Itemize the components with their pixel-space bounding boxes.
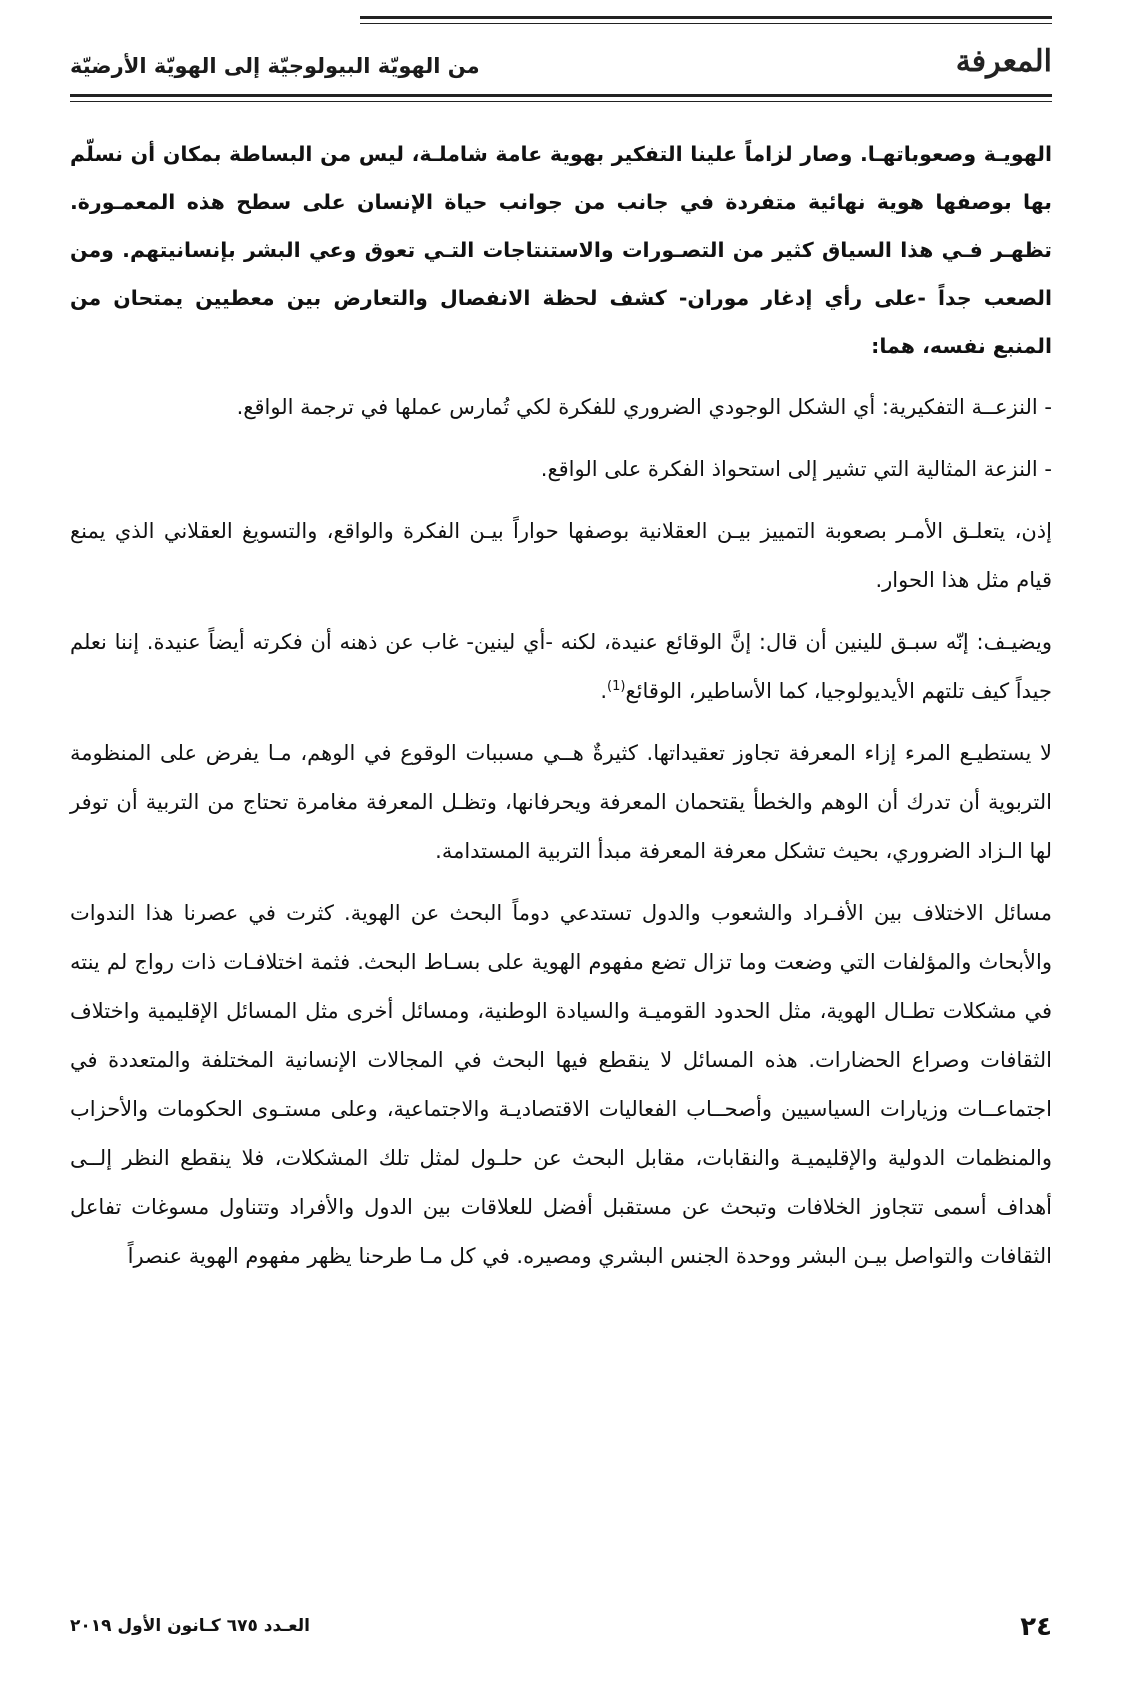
issue-info: العـدد ٦٧٥ كـانون الأول ٢٠١٩ <box>70 1616 310 1636</box>
footer-rule <box>360 16 1052 24</box>
paragraph: إذن، يتعلـق الأمـر بصعوبة التمييز بيـن العقلانية بوصفها حواراً بيـن الفكرة والواقع، والتسويغ العقلاني الذي يمنع قيام مثل هذا الحوار. <box>70 519 1052 592</box>
paragraph: - النزعــة التفكيرية: أي الشكل الوجودي الضروري للفكرة لكي تُمارس عملها في ترجمة الواقع. <box>236 395 1052 419</box>
magazine-logo: المعرفة <box>955 44 1052 79</box>
paragraph-text: ويضيـف: إنّه سبـق للينين أن قال: إنَّ الوقائع عنيدة، لكنه -أي لينين- غاب عن ذهنه أن فكرته أيضاً عنيدة. إننا نعلم جيداً كيف تلتهم الأيديولوجيا، كما الأساطير، الوقائع <box>70 630 1052 703</box>
footnote-reference: (1) <box>607 679 626 694</box>
paragraph-end: . <box>600 679 608 703</box>
paragraph: - النزعة المثالية التي تشير إلى استحواذ الفكرة على الواقع. <box>540 457 1052 481</box>
page-number: ٢٤ <box>1020 1612 1052 1642</box>
paragraph: مسائل الاختلاف بين الأفـراد والشعوب والدول تستدعي دوماً البحث عن الهوية. كثرت في عصرنا هذا الندوات والأبحاث والمؤلفات التي وضعت وما تزال تضع مفهوم الهوية على بسـاط البحث. فثمة اختلافـات ذات رواج لم ينته في مشكلات تطـال الهوية، مثل الحدود القوميـة والسيادة الوطنية، ومسائل أخرى مثل المسائل الإقليمية واختلاف الثقافات وصراع الحضارات. هذه المسائل لا ينقطع فيها البحث في المجالات الإنسانية المختلفة والمتعددة في اجتماعــات وزيارات السياسيين وأصحــاب الفعاليات الاقتصاديـة والاجتماعية، وعلى مستـوى الحكومات والأحزاب والمنظمات الدولية والإقليميـة والنقابات، مقابل البحث عن حلـول لمثل تلك المشكلات، فلا ينقطع النظر إلــى أهداف أسمى تتجاوز الخلافات وتبحث عن مستقبل أفضل للعلاقات بين الدول والأفراد وتتناول مسوغات تفاعل الثقافات والتواصل بيـن البشر ووحدة الجنس البشري ومصيره. في كل مـا طرحنا يظهر مفهوم الهوية عنصراً <box>70 901 1052 1268</box>
page-footer <box>70 1612 1052 1652</box>
paragraph-with-footnote <box>70 618 1052 716</box>
paragraph: لا يستطيـع المرء إزاء المعرفة تجاوز تعقيداتها. كثيرةٌ هــي مسببات الوقوع في الوهم، مـا يفرض على المنظومة التربوية أن تدرك أن الوهم والخطأ يقتحمان المعرفة ويحرفانها، وتظـل المعرفة مغامرة تحتاج من التربية أن توفر لها الـزاد الضروري، بحيث تشكل معرفة المعرفة مبدأ التربية المستدامة. <box>70 741 1052 863</box>
running-title: من الهويّة البيولوجيّة إلى الهويّة الأرضيّة <box>70 54 480 78</box>
article-body <box>70 130 1052 1294</box>
page-header <box>70 38 1052 90</box>
paragraph: الهويـة وصعوباتهـا. وصار لزاماً علينا التفكير بهوية عامة شاملـة، ليس من البساطة بمكان أن نسلّم بها بوصفها هوية نهائية متفردة في جانب من جوانب حياة الإنسان على سطح هذه المعمـورة. تظهـر فـي هذا السياق كثير من التصـورات والاستنتاجات التـي تعوق وعي البشر بإنسانيتهم. ومن الصعب جداً -على رأي إدغار موران- كشف لحظة الانفصال والتعارض بين معطيين يمتحان من المنبع نفسه، هما: <box>70 142 1052 358</box>
header-rule <box>70 94 1052 102</box>
